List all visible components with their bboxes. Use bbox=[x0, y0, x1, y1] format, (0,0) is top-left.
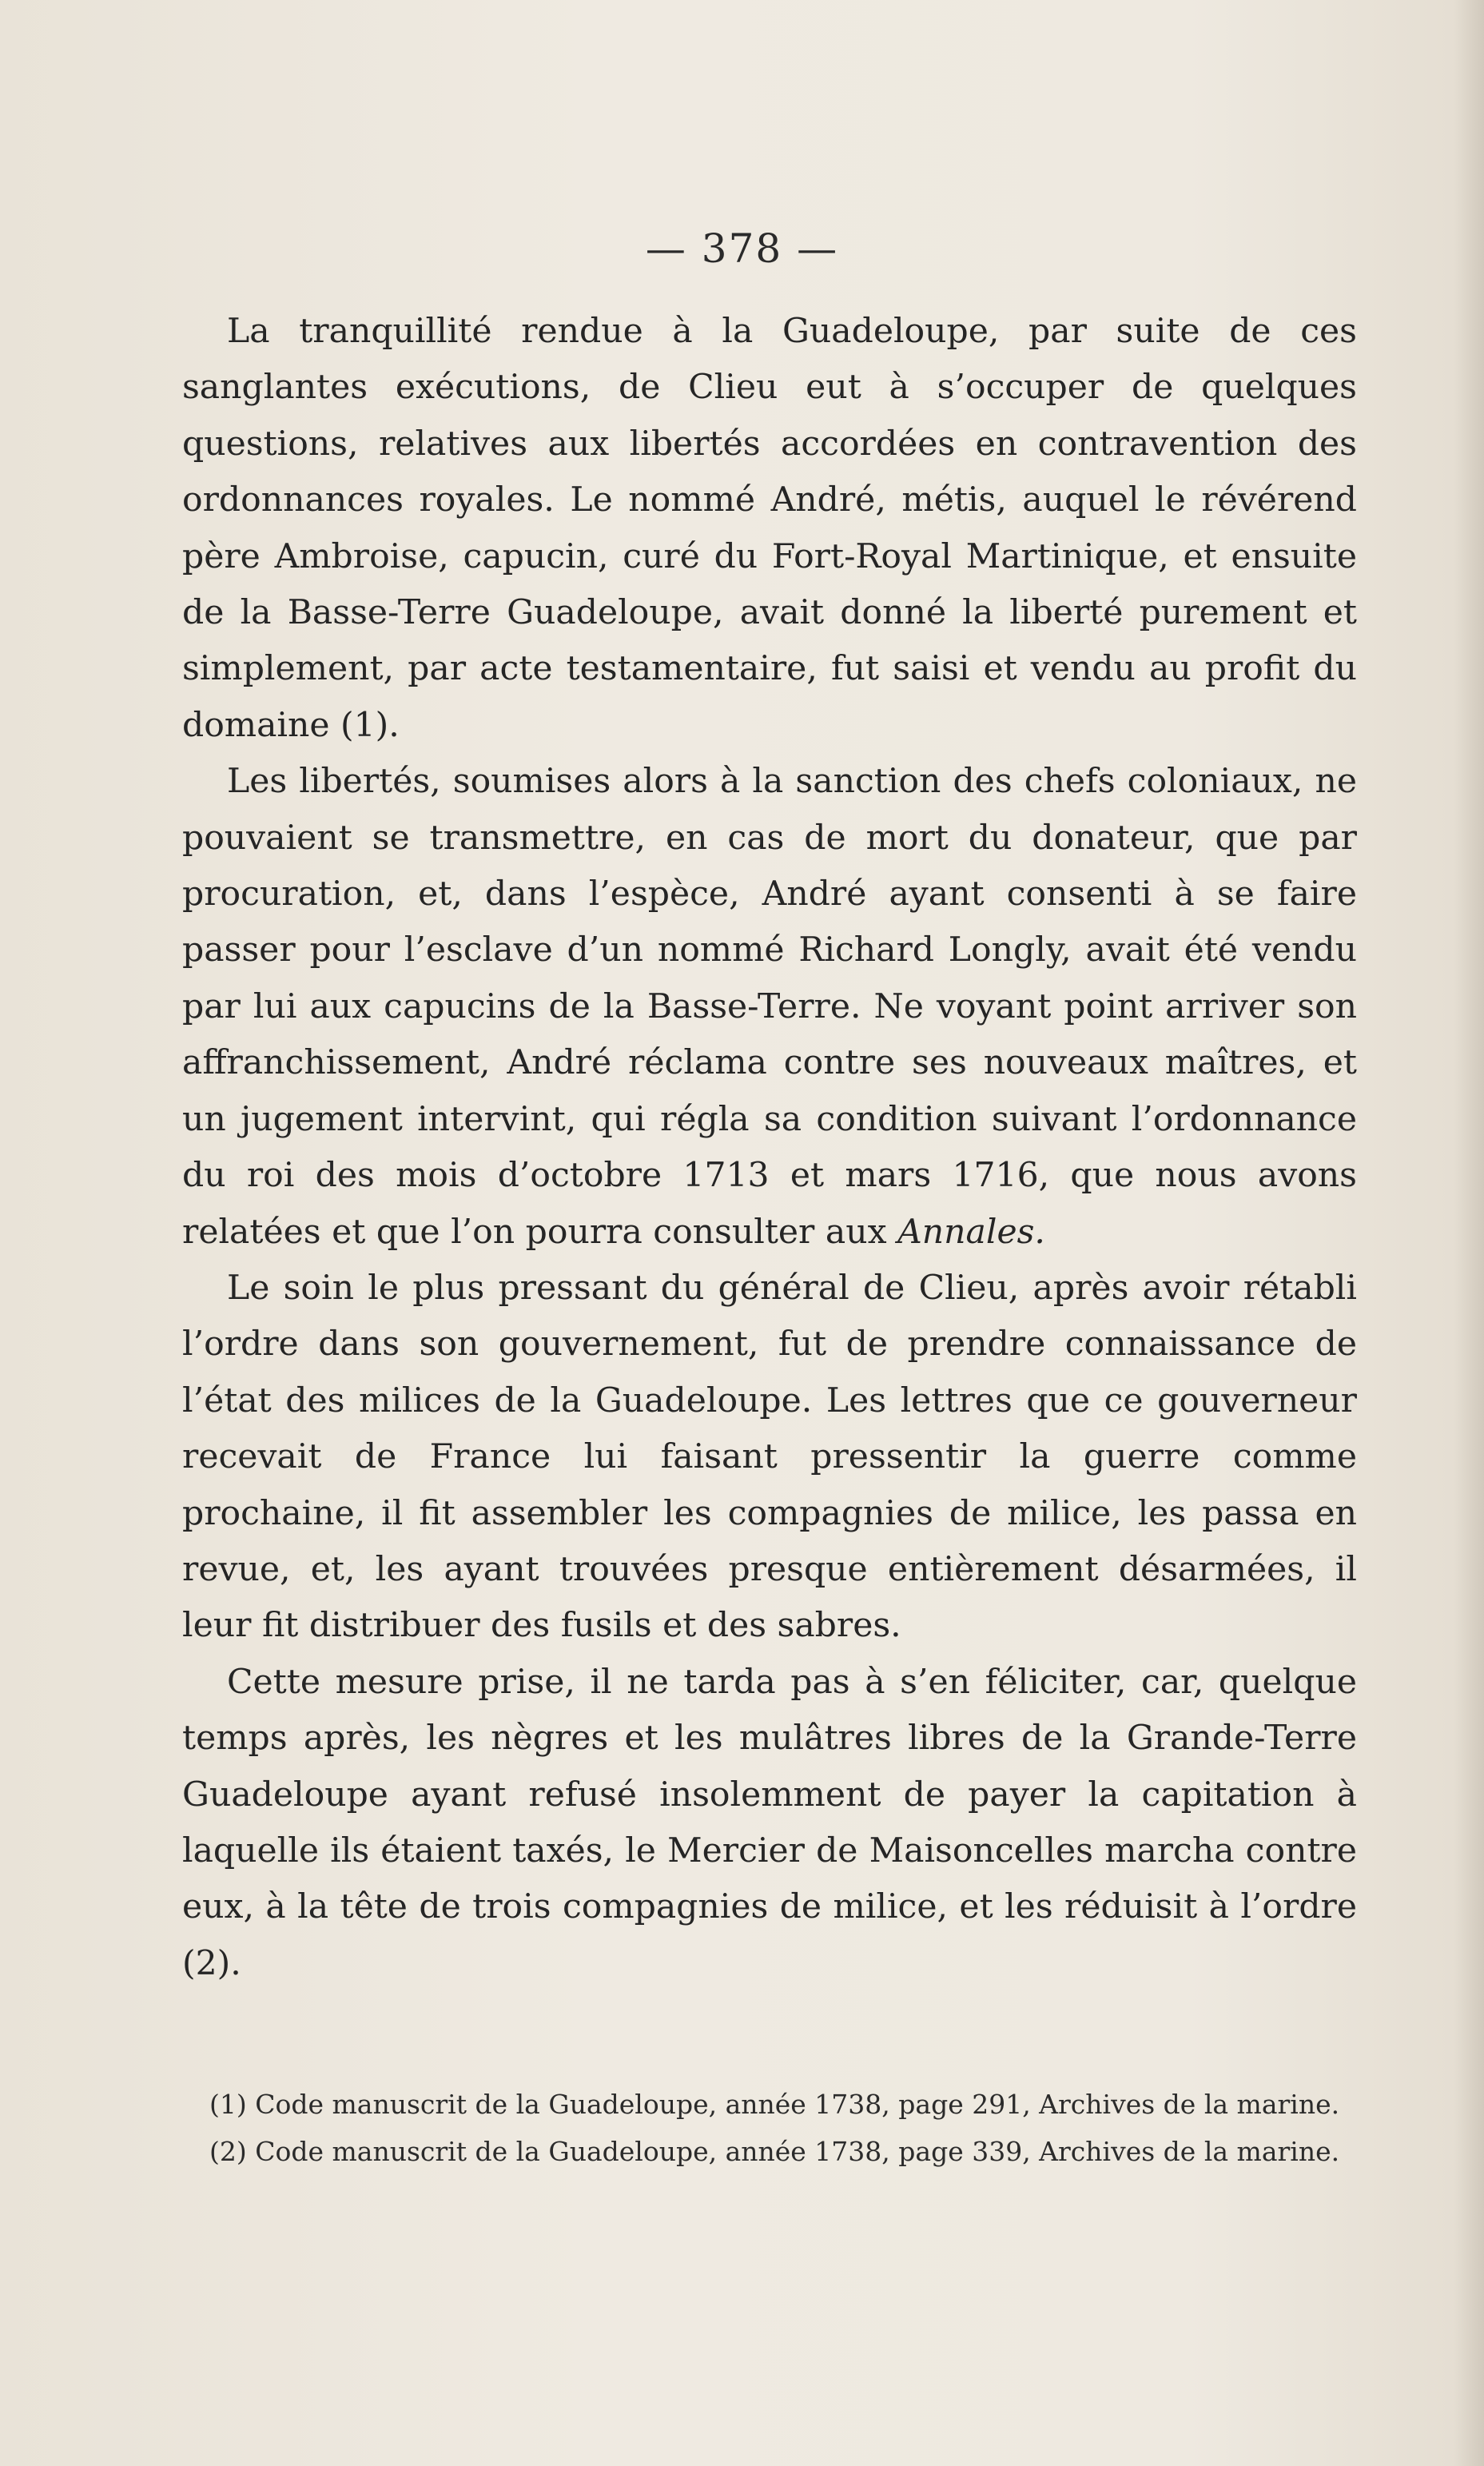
main-text bbox=[182, 304, 1357, 1992]
paragraph-4: Cette mesure prise, il ne tarda pas à s’en féliciter, car, quelque temps après, les nègres et les mulâtres libres de la Grande-Terre Guadeloupe ayant refusé insolemment de payer la capitation à laquelle ils étaient taxés, le Mercier de Maisoncelles marcha contre eux, à la tête de trois compagnies de milice, et les réduisit à l’ordre (2). bbox=[182, 1662, 1357, 1983]
paragraph-1: La tranquillité rendue à la Guadeloupe, par suite de ces sanglantes exécutions, de Clieu eut à s’occuper de quelques questions, relatives aux libertés accordées en contravention des ordonnances royales. Le nommé André, métis, auquel le révérend père Ambroise, capucin, curé du Fort-Royal Martinique, et ensuite de la Basse-Terre Guadeloupe, avait donné la liberté purement et simplement, par acte testamentaire, fut saisi et vendu au profit du domaine (1). bbox=[182, 312, 1357, 745]
footnote-1: (1) Code manuscrit de la Guadeloupe, année 1738, page 291, Archives de la marine. bbox=[209, 2089, 1340, 2120]
paragraph-3: Le soin le plus pressant du général de Clieu, après avoir rétabli l’ordre dans son gouvernement, fut de prendre connaissance de l’état des milices de la Guadeloupe. Les lettres que ce gouverneur recevait de France lui faisant pressentir la guerre comme prochaine, il fit assembler les compagnies de milice, les passa en revue, et, les ayant trouvées presque entièrement désarmées, il leur fit distribuer des fusils et des sabres. bbox=[182, 1268, 1357, 1646]
paragraph-2-italic: Annales. bbox=[897, 1212, 1045, 1252]
footnote-2: (2) Code manuscrit de la Guadeloupe, année 1738, page 339, Archives de la marine. bbox=[209, 2136, 1340, 2167]
page-number: — 378 — bbox=[645, 225, 839, 272]
paragraph-2-text: Les libertés, soumises alors à la sanction des chefs coloniaux, ne pouvaient se transmettre, en cas de mort du donateur, que par procuration, et, dans l’espèce, André ayant consenti à se faire passer pour l’esclave d’un nommé Richard Longly, avait été vendu par lui aux capucins de la Basse-Terre. Ne voyant point arriver son affranchissement, André réclama contre ses nouveaux maîtres, et un jugement intervint, qui régla sa condition suivant l’ordonnance du roi des mois d’octobre 1713 et mars 1716, que nous avons relatées et que l’on pourra consulter aux bbox=[182, 762, 1357, 1252]
page-edge-shadow bbox=[1454, 0, 1484, 2466]
paragraph-2 bbox=[182, 754, 1357, 1261]
footnotes bbox=[174, 2082, 1351, 2176]
